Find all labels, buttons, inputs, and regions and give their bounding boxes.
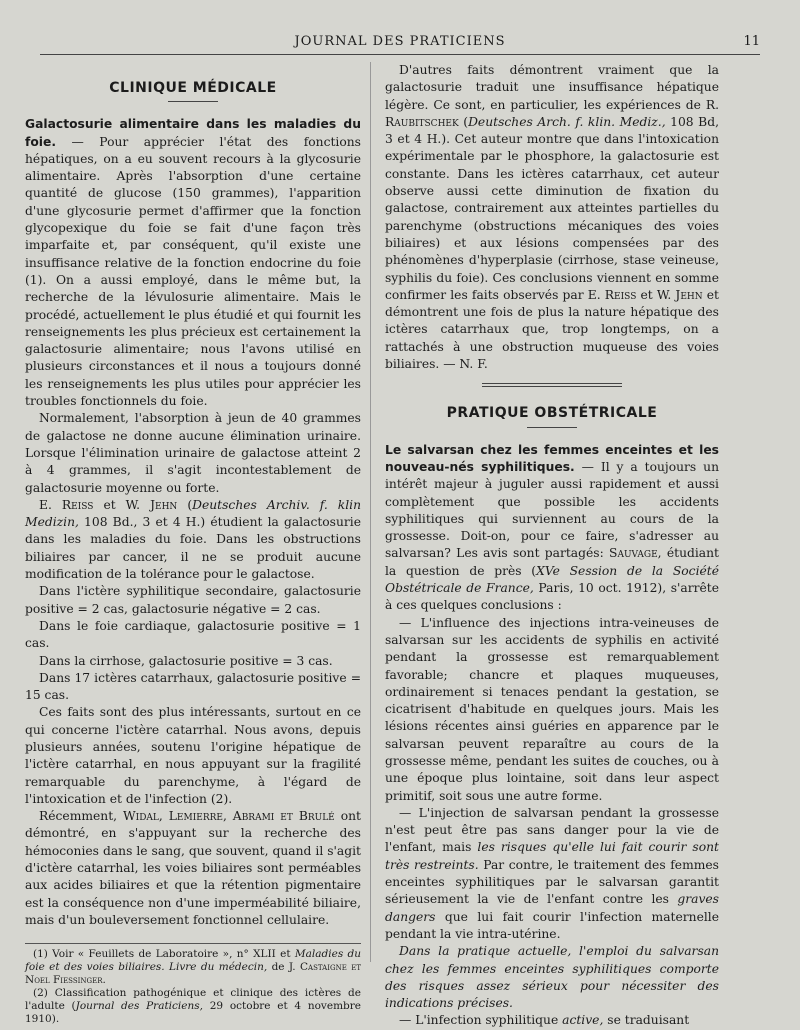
left-column — [25, 62, 361, 1026]
author-name: Reiss — [604, 287, 637, 302]
paragraph: Ces faits sont des plus intéressants, surtout en ce qui concerne l'ictère catarrhal. Nous avons, depuis plusieurs années, soutenu l'origine hépatique de l'ictère catarrhal, en nous appuyant sur la fragilité remarquable du parenchyme, à l'égard de l'intoxication et de l'infection (2). — [25, 705, 361, 806]
text: E. — [39, 497, 62, 512]
paragraph — [25, 497, 361, 583]
citation: Maladies du foie et des voies biliaires. Livre du médecin, — [25, 948, 361, 974]
author-names: Widal, Lemierre, Abrami et Brulé — [123, 809, 335, 824]
text: 108 Bd, 3 et 4 H.). Cet auteur montre que dans l'intoxication expérimentale par le phosphore, la galactosurie est constante. Dans les ictères catarrhaux, cet auteur observe aussi cette diminution de fixation du galactose, contrairement aux atteintes partielles du parenchyme (obstructions mécaniques des voies biliaires) et aux lésions compensées par des phénomènes d'hyperplasie (cirrhose, stase veineuse, syphilis du foie). Ces conclusions viennent en somme confirmer les faits observés par E. — [385, 114, 720, 302]
paragraph — [25, 116, 361, 410]
text: — L'infection syphilitique — [399, 1013, 563, 1028]
text: ont démontré, en s'appuyant sur la recherche des hémoconies dans le sang, que souvent, quand il s'agit d'ictère catarrhal, les voies biliaires sont perméables aux acides biliaires et que la rétention pigmentaire est la conséquence non d'une imperméabilité biliaire, mais d'un bouleversement fonctionnel cellulaire. — [25, 809, 361, 927]
text: ( — [177, 497, 193, 512]
citation: Journal des Praticiens, — [75, 1000, 203, 1013]
paragraph: Normalement, l'absorption à jeun de 40 grammes de galactose ne donne aucune élimination urinaire. Lorsque l'élimination urinaire de galactose atteint 2 à 4 grammes, il s'agit incontestablement de galactosurie moyenne ou forte. — [25, 411, 361, 495]
paragraph — [385, 442, 719, 615]
citation: XVe Session de la Société Obstétricale de France, — [385, 563, 719, 596]
section-title-clinique: CLINIQUE MÉDICALE — [109, 80, 277, 96]
article-title: Le salvarsan chez les femmes enceintes et les nouveau-nés syphilitiques. — [385, 442, 719, 474]
text: et W. — [93, 497, 151, 512]
column-divider — [370, 62, 371, 962]
paragraph: Dans 17 ictères catarrhaux, galactosurie positive = 15 cas. — [25, 670, 361, 703]
author-name: Sauvage, — [609, 546, 662, 561]
section-rule — [527, 427, 577, 428]
text: se traduisant — [603, 1013, 690, 1028]
page-header — [40, 30, 760, 55]
emphasis: active, — [562, 1013, 604, 1028]
running-head: JOURNAL DES PRATICIENS — [294, 34, 506, 49]
section-rule — [168, 101, 218, 102]
paragraph — [385, 1012, 719, 1029]
text: 29 octobre et 4 novembre 1910). — [25, 1000, 361, 1026]
text: — L'injection de salvarsan pendant la grossesse n'est peut être pas sans danger pour la vie de l'enfant, mais — [385, 805, 719, 855]
text: et W. — [636, 287, 676, 302]
author-name: Jehn — [150, 497, 178, 512]
emphasis-paragraph: Dans la pratique actuelle, l'emploi du salvarsan chez les femmes enceintes syphilitiques comporte des risques assez sérieux pour nécessiter des indications précises. — [385, 944, 719, 1011]
text: — Il y a toujours un intérêt majeur à juguler aussi rapidement et aussi complètement que possible les accidents syphilitiques qui surviennent au cours de la grossesse. Doit-on, pour ce faire, s'adresser au salvarsan? Les avis sont partagés: — [385, 459, 720, 561]
text: Par contre, le traitement des femmes enceintes syphilitiques par le salvarsan garantit sérieusement la vie de l'enfant contre les — [385, 857, 719, 907]
section-title-obstetrique: PRATIQUE OBSTÉTRICALE — [446, 405, 658, 422]
journal-citation: Deutsches Arch. f. klin. Mediz., — [468, 114, 666, 129]
text: D'autres faits démontrent vraiment que la galactosurie traduit une insuffisance hépatique légère. Ce sont, en particulier, les expériences de R. — [385, 63, 719, 112]
emphasis: les risques qu'elle lui fait courir sont très restreints. — [385, 840, 719, 872]
text: Paris, 10 oct. 1912), s'arrête à ces quelques conclusions : — [385, 581, 719, 613]
paragraph — [385, 62, 719, 373]
right-column — [385, 62, 719, 1030]
paragraph — [25, 808, 361, 929]
text: étudiant la question de près ( — [385, 546, 719, 578]
author-name: Raubitschek — [385, 114, 459, 129]
text: et démontrent une fois de plus la nature hépatique des ictères catarrhaux que, trop longtemps, on a rattachés à une obstruction muqueuse des voies biliaires. — N. F. — [385, 287, 720, 372]
page-number: 11 — [743, 34, 760, 49]
article-title: Galactosurie alimentaire dans les maladies du foie. — [25, 117, 361, 149]
paragraph: — L'influence des injections intra-veineuses de salvarsan sur les accidents de syphilis en activité pendant la grossesse est remarquablement favorable; chancre et plaques muqueuses, ordinairement si tenaces pendant la gestation, se cicatrisent d'habitude en quelques jours. Mais les lésions récentes ainsi guéries en apparence par le salvarsan peuvent reparaître au cours de la grossesse même, pendant les suites de couches, ou à une époque plus lointaine, soit dans leur aspect primitif, soit sous une autre forme. — [385, 615, 719, 803]
text: ( — [458, 114, 469, 129]
footnote — [25, 987, 361, 1026]
paragraph: Dans l'ictère syphilitique secondaire, galactosurie positive = 2 cas, galactosurie négative = 2 cas. — [25, 584, 361, 616]
footnotes — [25, 943, 361, 1026]
text: Récemment, — [39, 809, 124, 824]
paragraph-text: — Pour apprécier l'état des fonctions hépatiques, on a eu souvent recours à la glycosurie alimentaire. Après l'absorption d'une certaine quantité de glucose (150 grammes), l'apparition d'une glycosurie permet d'affirmer que la fonction glycopexique du foie se fait d'une façon très imparfaite et, par conséquent, qu'il existe une insuffisance relative de la fonction endocrine du foie (1). On a aussi employé, dans le même but, la recherche de la lévulosurie alimentaire. Mais le procédé, actuellement le plus étudié et qui fournit les renseignements les plus précieux est certainement la galactosurie alimentaire; nous l'avons utilisé en plusieurs circonstances et il nous a toujours donné les renseignements les plus utiles pour apprécier les troubles fonctionnels du foie. — [25, 134, 361, 409]
text: de J. — [267, 961, 301, 974]
author-name: Jehn — [675, 287, 703, 302]
paragraph: Dans le foie cardiaque, galactosurie positive = 1 cas. — [25, 618, 361, 651]
footnote — [25, 948, 361, 987]
text: que lui fait courir l'infection maternelle pendant la vie intra-utérine. — [385, 909, 719, 941]
emphasis: graves dangers — [385, 892, 719, 924]
paragraph — [385, 805, 719, 943]
text: 108 Bd., 3 et 4 H.) étudient la galactosurie dans les maladies du foie. Dans les obstructions biliaires par cancer, il ne se produit aucune modification de la tolérance pour le galactose. — [25, 515, 361, 582]
author-names: Castaigne et Noel Fiessinger. — [25, 961, 361, 987]
text: (2) Classification pathogénique et clinique des ictères de l'adulte ( — [25, 987, 361, 1013]
paragraph — [385, 943, 719, 1012]
paragraph: Dans la cirrhose, galactosurie positive = 3 cas. — [39, 653, 333, 668]
author-name: Reiss — [61, 497, 94, 512]
section-separator — [482, 383, 622, 387]
text: (1) Voir « Feuillets de Laboratoire », n° XLII et — [33, 948, 295, 961]
journal-citation: Deutsches Archiv. f. klin Medizin, — [25, 497, 361, 530]
